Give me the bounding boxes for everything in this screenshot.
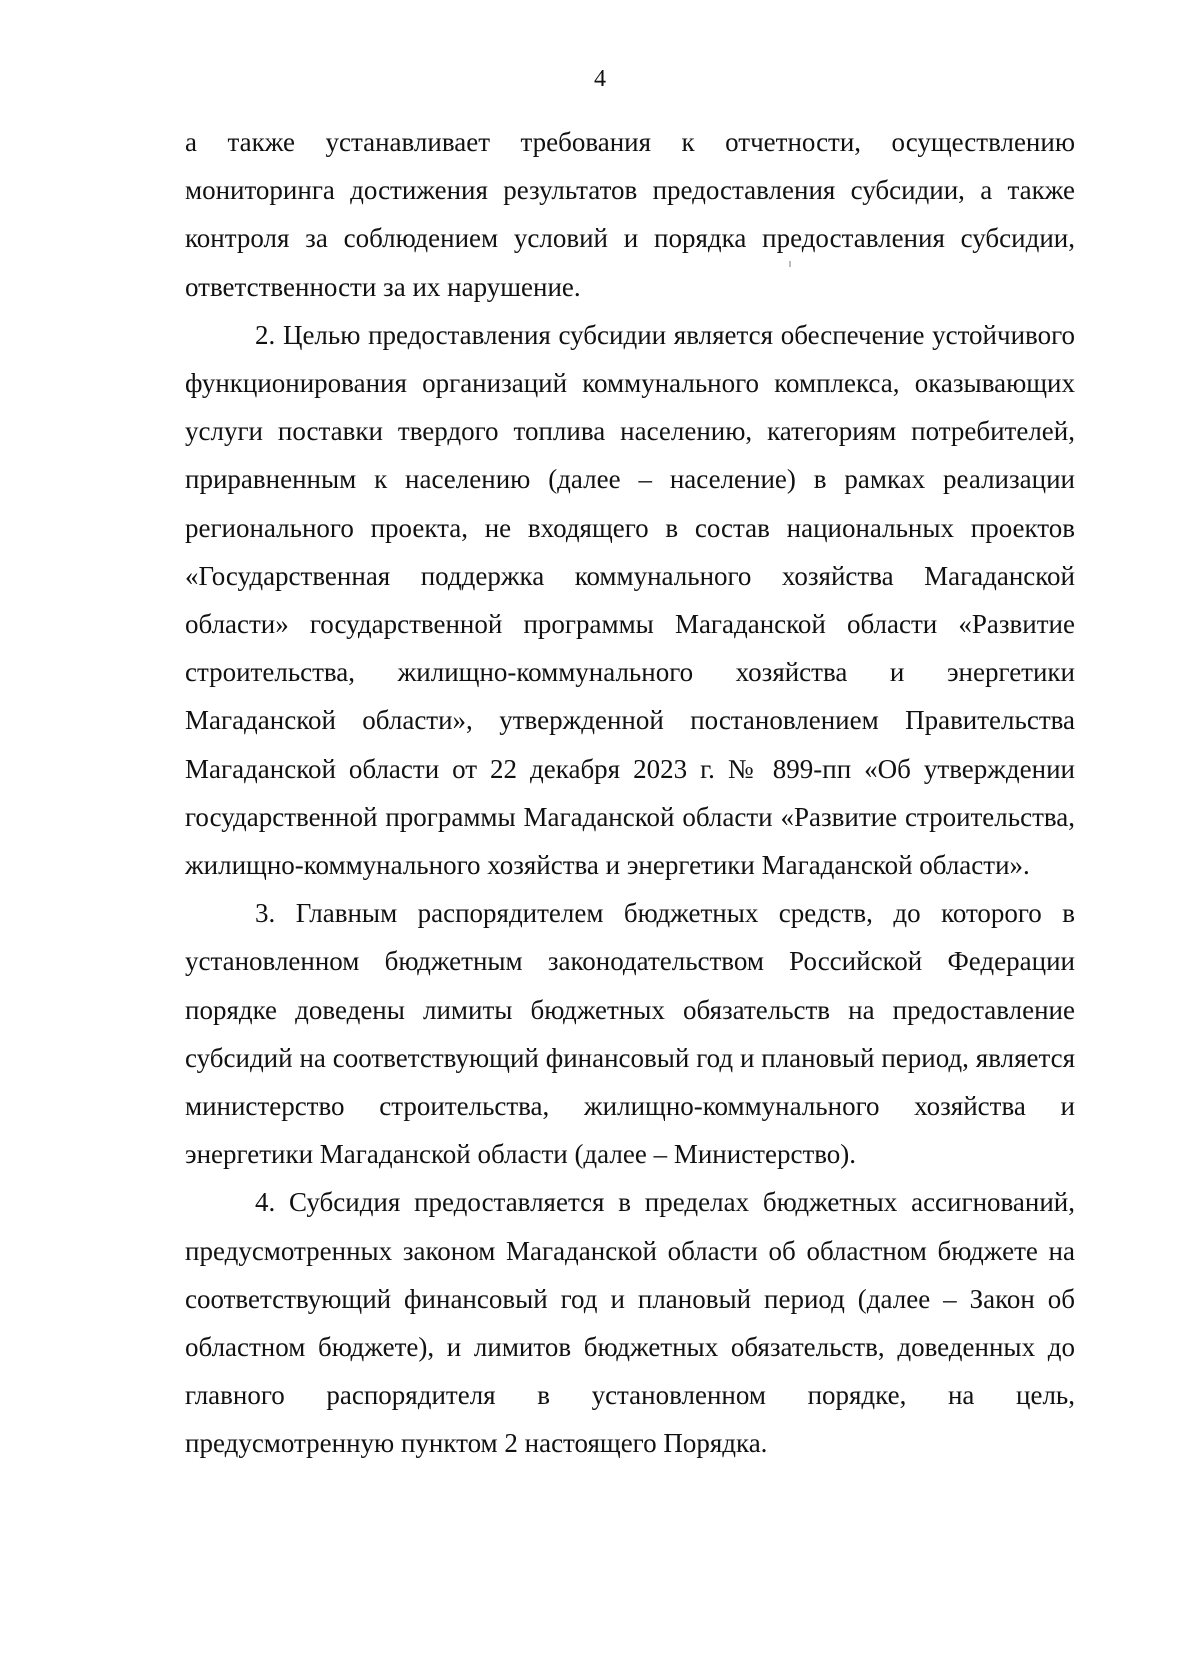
page-number: 4	[594, 66, 606, 92]
paragraph-continuation: а также устанавливает требования к отчетности, осуществлению мониторинга достижения результатов предоставления субсидии, а также контроля за соблюдением условий и порядка предоставления субсидии, ответственности за их нарушение.	[185, 127, 1075, 302]
paragraph-item-4: 4. Субсидия предоставляется в пределах бюджетных ассигнований, предусмотренных законом Магаданской области об областном бюджете на соответствующий финансовый год и плановый период (далее – Закон об областном бюджете), и лимитов бюджетных обязательств, доведенных до главного распорядителя в установленном порядке, на цель, предусмотренную пунктом 2 настоящего Порядка.	[185, 1187, 1075, 1459]
document-body	[185, 118, 1075, 1468]
paragraph-item-3: 3. Главным распорядителем бюджетных средств, до которого в установленном бюджетным законодательством Российской Федерации порядке доведены лимиты бюджетных обязательств на предоставление субсидий на соответствующий финансовый год и плановый период, является министерство строительства, жилищно-коммунального хозяйства и энергетики Магаданской области (далее – Министерство).	[185, 898, 1075, 1170]
paragraph-item-2: 2. Целью предоставления субсидии является обеспечение устойчивого функционирования организаций коммунального комплекса, оказывающих услуги поставки твердого топлива населению, категориям потребителей, приравненным к населению (далее – население) в рамках реализации регионального проекта, не входящего в состав национальных проектов «Государственная поддержка коммунального хозяйства Магаданской области» государственной программы Магаданской области «Развитие строительства, жилищно-коммунального хозяйства и энергетики Магаданской области», утвержденной постановлением Правительства Магаданской области от 22 декабря 2023 г. № 899-пп «Об утверждении государственной программы Магаданской области «Развитие строительства, жилищно-коммунального хозяйства и энергетики Магаданской области».	[185, 319, 1075, 881]
